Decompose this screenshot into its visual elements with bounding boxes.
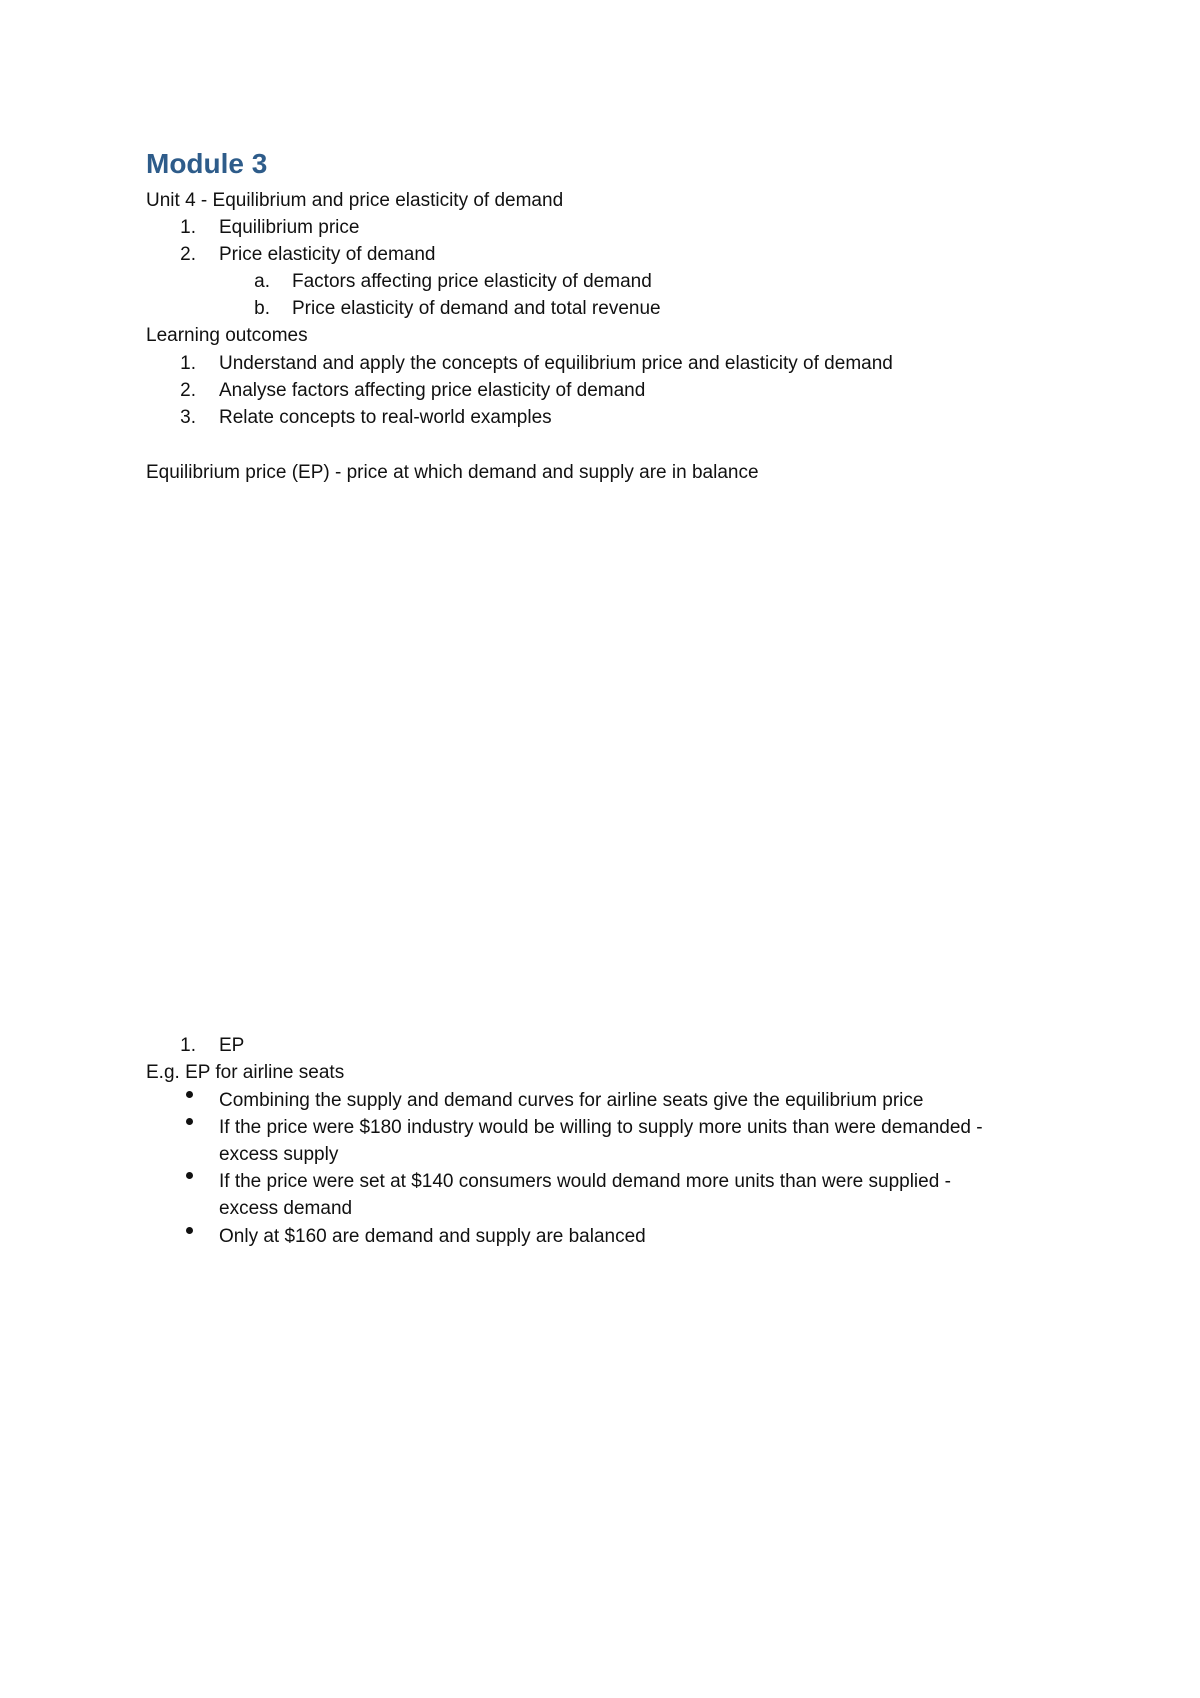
bullet-dot (186, 1172, 193, 1179)
unit-topic: Price elasticity of demand (219, 244, 436, 265)
example-bullet-text: excess demand (219, 1198, 353, 1219)
outcome-item: Analyse factors affecting price elasticity of demand (219, 380, 646, 401)
unit-subtopic: Factors affecting price elasticity of demand (292, 271, 652, 292)
module-heading: Module 3 (146, 148, 268, 179)
unit-topic-marker: 2. (180, 244, 196, 265)
unit-subtopic-marker: a. (254, 271, 270, 292)
bullet-dot (186, 1227, 193, 1234)
outcome-marker: 1. (180, 353, 196, 374)
example-bullet-text: If the price were $180 industry would be willing to supply more units than were demanded - (219, 1117, 983, 1138)
example-bullet-text: Only at $160 are demand and supply are balanced (219, 1226, 646, 1247)
example-label: E.g. EP for airline seats (146, 1062, 345, 1083)
bullet-dot (186, 1091, 193, 1098)
example-bullet-text: excess supply (219, 1144, 339, 1165)
outcome-item: Relate concepts to real-world examples (219, 407, 552, 428)
bullet-dot (186, 1118, 193, 1125)
definition-line: Equilibrium price (EP) - price at which demand and supply are in balance (146, 462, 759, 483)
unit-subtopic: Price elasticity of demand and total revenue (292, 298, 661, 319)
outcome-marker: 3. (180, 407, 196, 428)
unit-subtopic-marker: b. (254, 298, 270, 319)
example-bullet-text: Combining the supply and demand curves for airline seats give the equilibrium price (219, 1090, 924, 1111)
unit-line: Unit 4 - Equilibrium and price elasticity of demand (146, 190, 564, 211)
unit-topic: Equilibrium price (219, 217, 360, 238)
unit-topic-marker: 1. (180, 217, 196, 238)
learning-outcomes-label: Learning outcomes (146, 325, 308, 346)
example-bullet-text: If the price were set at $140 consumers would demand more units than were supplied - (219, 1171, 951, 1192)
section-title: EP (219, 1035, 245, 1056)
outcome-item: Understand and apply the concepts of equilibrium price and elasticity of demand (219, 353, 893, 374)
section-marker: 1. (180, 1035, 196, 1056)
outcome-marker: 2. (180, 380, 196, 401)
